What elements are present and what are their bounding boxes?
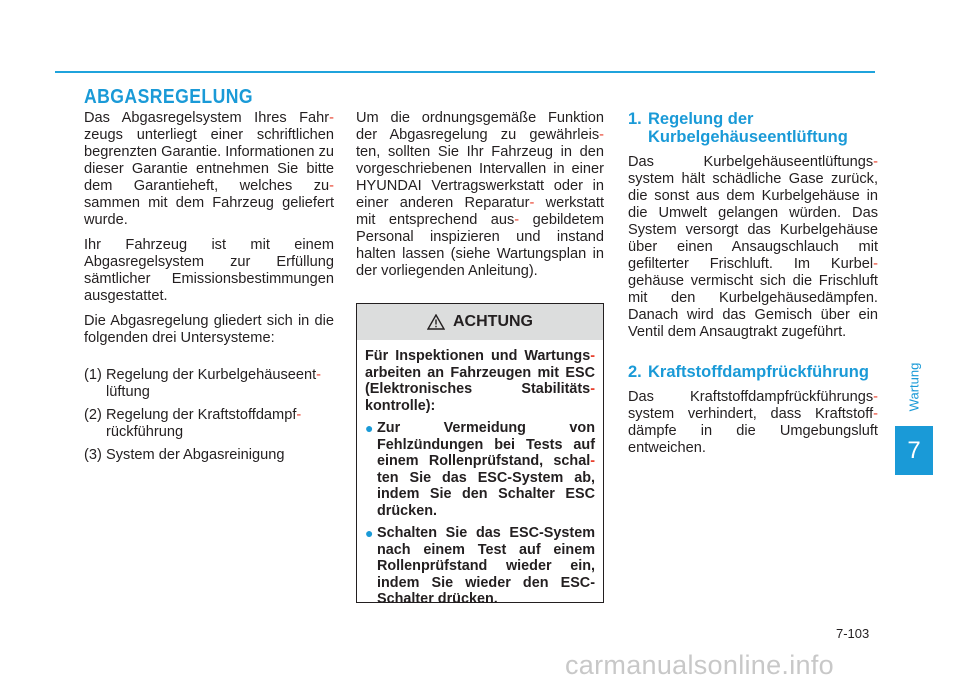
paragraph-crankcase: Das Kurbelgehäuseentlüftungs- system hält schädliche Gase zurück, die sonst aus dem Kurbelgehäuse in die Umwelt gelangen würden. Das System versorgt das Kurbelgehäuse über einen Ansaugschlauch mit gefilterter Frischluft. Im Kurbel- gehäuse vermischt sich die Frischluft mit den Kurbelgehäusedämpfen. Danach wird das Gemisch über ein Ventil dem Ansaugtrakt zugeführt. xyxy=(628,154,878,340)
subheading-evap: 2. Kraftstoffdampfrückführung xyxy=(628,363,869,381)
caution-bullet: ● Zur Vermeidung von Fehlzündungen bei Tests auf einem Rollenprüfstand, schal- ten Sie das ESC-System ab, indem Sie den Schalter ESC drücken. xyxy=(365,420,595,519)
bullet-icon: ● xyxy=(365,420,374,436)
side-section-label: Wartung xyxy=(906,362,922,412)
watermark: carmanualsonline.info xyxy=(565,650,834,680)
caution-body xyxy=(357,340,603,608)
caution-box xyxy=(356,303,604,607)
top-rule xyxy=(55,71,875,73)
caution-header xyxy=(357,304,603,340)
list-item: (3) System der Abgasreinigung xyxy=(84,447,285,463)
paragraph-system: Ihr Fahrzeug ist mit einem Abgasregelsystem zur Erfüllung sämtlicher Emissionsbestimmungen ausgestattet. xyxy=(84,237,334,304)
warning-triangle-icon xyxy=(427,314,445,330)
page-number: 7-103 xyxy=(836,626,870,641)
paragraph-subsystems: Die Abgasregelung gliedert sich in die folgenden drei Untersysteme: xyxy=(84,313,334,346)
caution-intro: Für Inspektionen und Wartungs- arbeiten an Fahrzeugen mit ESC (Elektronisches Stabilitäts- kontrolle): xyxy=(365,348,595,414)
subheading-crankcase: 1. Regelung der Kurbelgehäuseentlüftung xyxy=(628,110,848,146)
caution-bullet: ● Schalten Sie das ESC-System nach einem Test auf einem Rollenprüfstand wieder ein, indem Sie wieder den ESC-Schalter drücken. xyxy=(365,525,595,607)
chapter-number-tab: 7 xyxy=(895,426,933,475)
subsystem-list xyxy=(84,367,334,464)
paragraph-warranty: Das Abgasregelsystem Ihres Fahr- zeugs unterliegt einer schriftlichen begrenzten Garantie. Informationen zu dieser Garantie entnehmen Sie bitte dem Garantieheft, welches zu- sammen mit dem Fahrzeug geliefert wurde. xyxy=(84,110,334,228)
list-item: (1) Regelung der Kurbelgehäuseent- lüftung xyxy=(84,367,322,400)
caution-title: ACHTUNG xyxy=(453,313,533,330)
list-item: (2) Regelung der Kraftstoffdampf- rückführung xyxy=(84,407,302,440)
bullet-icon: ● xyxy=(365,525,374,541)
paragraph-evap: Das Kraftstoffdampfrückführungs- system verhindert, dass Kraftstoff- dämpfe in die Umgebungsluft entweichen. xyxy=(628,389,878,456)
column-2 xyxy=(356,110,604,288)
paragraph-maintenance: Um die ordnungsgemäße Funktion der Abgasregelung zu gewährleis- ten, sollten Sie Ihr Fahrzeug in den vorgeschriebenen Intervallen in einer HYUNDAI Vertragswerkstatt oder in einer anderen Reparatur- werkstatt mit entsprechend aus- gebildetem Personal inspizieren und instand halten lassen (siehe Wartungsplan in der vorliegenden Anleitung). xyxy=(356,110,604,279)
column-3 xyxy=(628,110,878,465)
section-title: ABGASREGELUNG xyxy=(84,86,254,108)
column-1 xyxy=(84,110,334,470)
